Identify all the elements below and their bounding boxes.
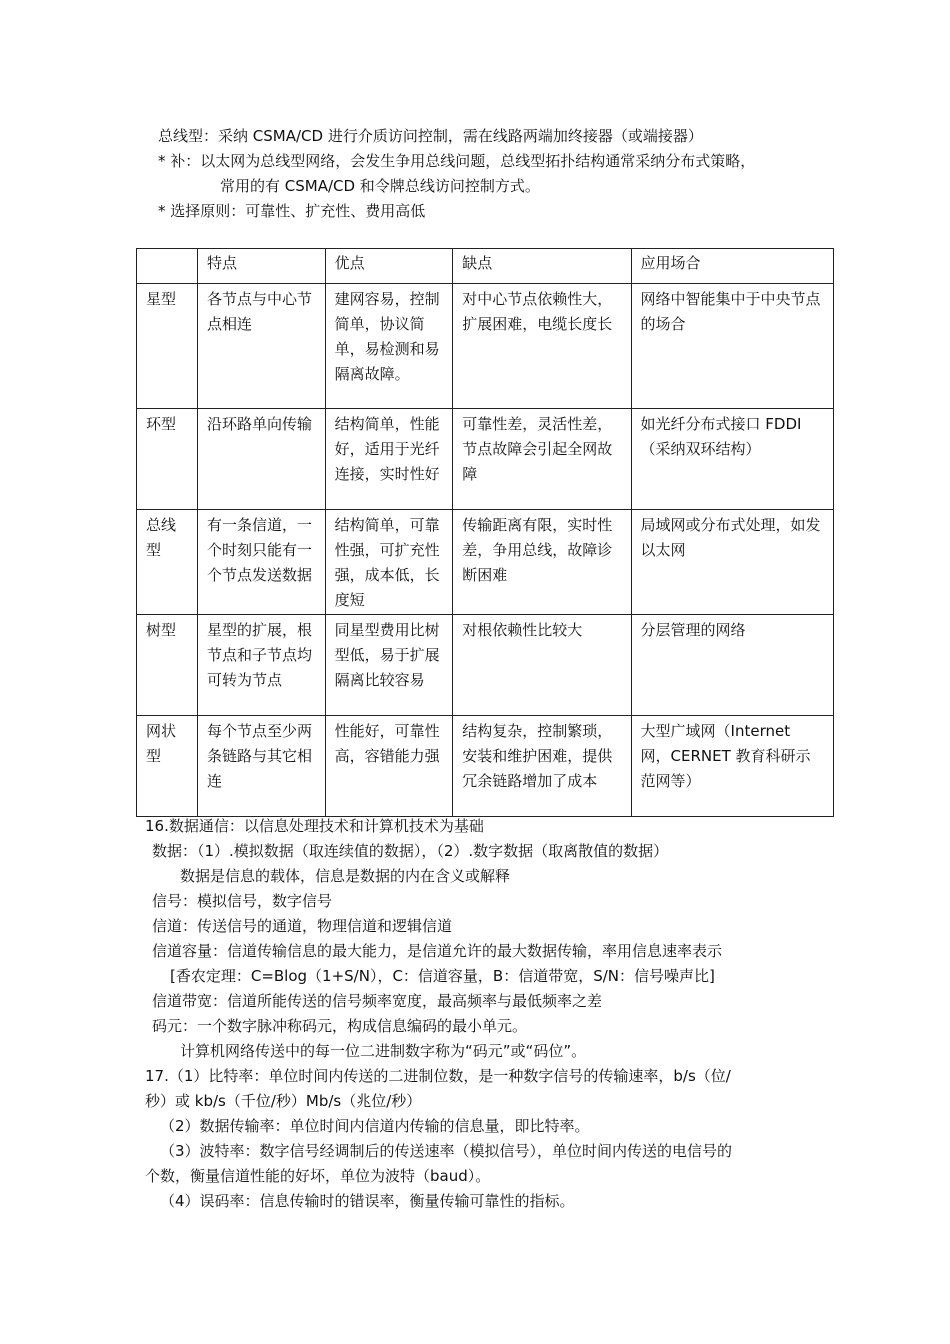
table-header-row xyxy=(137,249,834,284)
row-advantage: 结构简单，性能好，适用于光纤连接，实时性好 xyxy=(325,409,453,510)
s17-transfer-rate: （2）数据传输率：单位时间内信道内传输的信息量，即比特率。 xyxy=(160,1117,590,1135)
s16-heading: 16.数据通信：以信息处理技术和计算机技术为基础 xyxy=(145,817,484,835)
row-topology: 星型 xyxy=(137,284,198,409)
row-feature: 星型的扩展，根节点和子节点均可转为节点 xyxy=(197,615,325,716)
row-disadvantage: 传输距离有限，实时性差，争用总线，故障诊断困难 xyxy=(453,510,631,615)
s16-symbol-note: 计算机网络传送中的每一位二进制数字称为“码元”或“码位”。 xyxy=(180,1042,587,1060)
s16-shannon: [香农定理：C=Blog（1+S/N），C：信道容量，B：信道带宽，S/N：信号噪声比] xyxy=(170,967,715,985)
header-advantage: 优点 xyxy=(325,249,453,284)
row-advantage: 性能好，可靠性高，容错能力强 xyxy=(325,716,453,817)
header-feature: 特点 xyxy=(197,249,325,284)
header-application: 应用场合 xyxy=(631,249,833,284)
row-application: 局域网或分布式处理，如发以太网 xyxy=(631,510,833,615)
row-disadvantage: 可靠性差，灵活性差，节点故障会引起全网故障 xyxy=(453,409,631,510)
table-row xyxy=(137,409,834,510)
s17-error-rate: （4）误码率：信息传输时的错误率，衡量传输可靠性的指标。 xyxy=(160,1192,575,1210)
row-disadvantage: 对根依赖性比较大 xyxy=(453,615,631,716)
s16-channel: 信道：传送信号的通道，物理信道和逻辑信道 xyxy=(152,917,453,935)
row-feature: 各节点与中心节点相连 xyxy=(197,284,325,409)
table-row xyxy=(137,615,834,716)
s16-capacity: 信道容量：信道传输信息的最大能力，是信道允许的最大数据传输，率用信息速率表示 xyxy=(152,942,723,960)
table-row xyxy=(137,510,834,615)
s16-data: 数据：（1）.模拟数据（取连续值的数据），（2）.数字数据（取离散值的数据） xyxy=(152,842,669,860)
s16-data-info: 数据是信息的载体，信息是数据的内在含义或解释 xyxy=(180,867,511,885)
intro-line-bus: 总线型：采纳 CSMA/CD 进行介质访问控制，需在线路两端加终接器（或端接器） xyxy=(158,127,703,145)
row-feature: 每个节点至少两条链路与其它相连 xyxy=(197,716,325,817)
row-disadvantage: 对中心节点依赖性大，扩展困难，电缆长度长 xyxy=(453,284,631,409)
row-topology: 树型 xyxy=(137,615,198,716)
intro-line-principle: * 选择原则：可靠性、扩充性、费用高低 xyxy=(158,202,426,220)
row-topology: 网状型 xyxy=(137,716,198,817)
row-topology: 总线型 xyxy=(137,510,198,615)
intro-line-supplement: * 补：以太网为总线型网络，会发生争用总线问题，总线型拓扑结构通常采纳分布式策略， xyxy=(158,152,756,170)
s17-bitrate: 17.（1）比特率：单位时间内传送的二进制位数，是一种数字信号的传输速率，b/s（位/ xyxy=(145,1067,731,1085)
row-advantage: 同星型费用比树型低，易于扩展隔离比较容易 xyxy=(325,615,453,716)
s16-bandwidth: 信道带宽：信道所能传送的信号频率宽度，最高频率与最低频率之差 xyxy=(152,992,603,1010)
table-row xyxy=(137,284,834,409)
header-disadvantage: 缺点 xyxy=(453,249,631,284)
row-advantage: 结构简单，可靠性强，可扩充性强，成本低，长度短 xyxy=(325,510,453,615)
row-topology: 环型 xyxy=(137,409,198,510)
row-application: 分层管理的网络 xyxy=(631,615,833,716)
s16-signal: 信号：模拟信号，数字信号 xyxy=(152,892,333,910)
row-disadvantage: 结构复杂，控制繁琐，安装和维护困难，提供冗余链路增加了成本 xyxy=(453,716,631,817)
intro-line-common: 常用的有 CSMA/CD 和令牌总线访问控制方式。 xyxy=(220,177,540,195)
row-application: 网络中智能集中于中央节点的场合 xyxy=(631,284,833,409)
topology-table xyxy=(136,248,834,817)
s16-symbol: 码元：一个数字脉冲称码元，构成信息编码的最小单元。 xyxy=(152,1017,528,1035)
s17-bitrate-units: 秒）或 kb/s（千位/秒）Mb/s（兆位/秒） xyxy=(145,1092,422,1110)
table-row xyxy=(137,716,834,817)
header-blank xyxy=(137,249,198,284)
row-advantage: 建网容易，控制简单，协议简单，易检测和易隔离故障。 xyxy=(325,284,453,409)
row-application: 如光纤分布式接口 FDDI（采纳双环结构） xyxy=(631,409,833,510)
row-feature: 有一条信道，一个时刻只能有一个节点发送数据 xyxy=(197,510,325,615)
s17-baud-rate-cont: 个数，衡量信道性能的好坏，单位为波特（baud）。 xyxy=(145,1167,491,1185)
row-application: 大型广域网（Internet 网，CERNET 教育科研示范网等） xyxy=(631,716,833,817)
s17-baud-rate: （3）波特率：数字信号经调制后的传送速率（模拟信号），单位时间内传送的电信号的 xyxy=(160,1142,733,1160)
row-feature: 沿环路单向传输 xyxy=(197,409,325,510)
